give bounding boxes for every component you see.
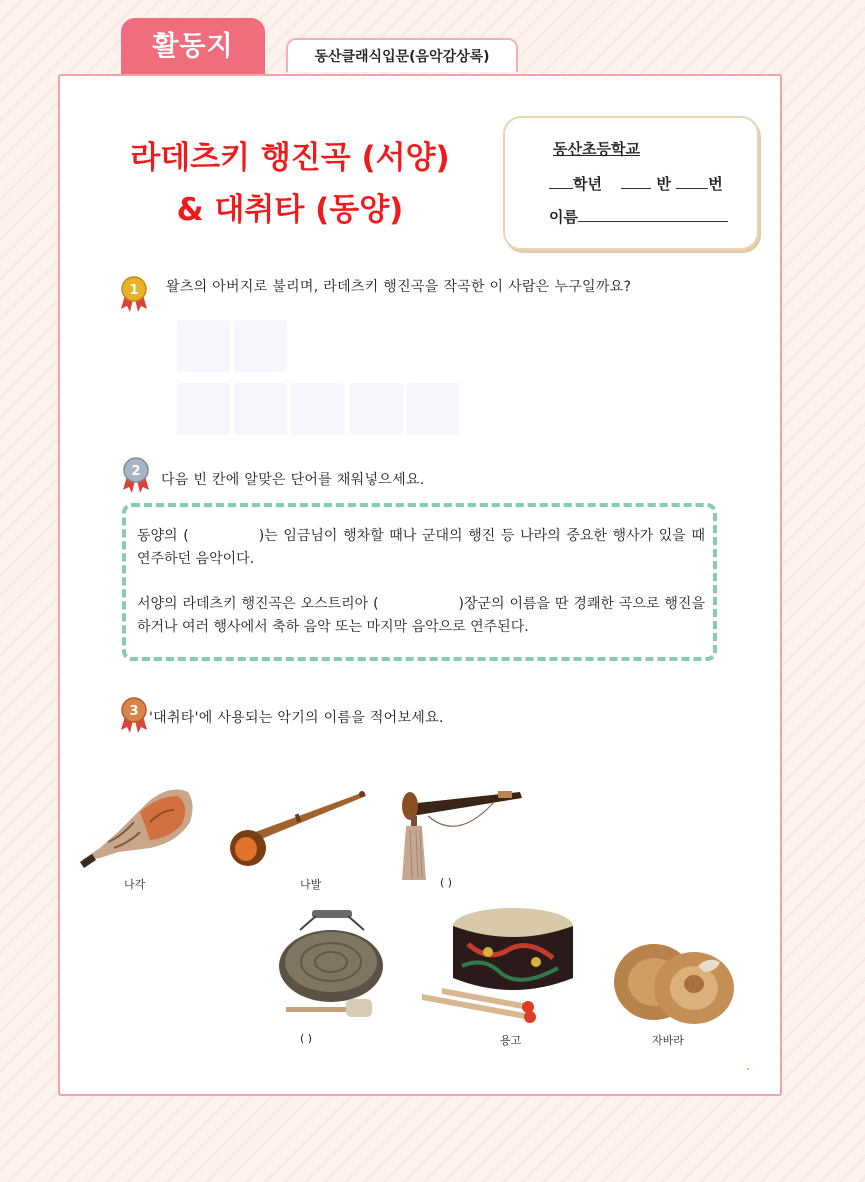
medal-2-number: 2 xyxy=(131,464,141,479)
jing-gong-image xyxy=(276,906,386,1028)
grade-blank[interactable] xyxy=(549,174,573,189)
decorative-dot xyxy=(747,1068,749,1070)
yonggo-drum-image xyxy=(418,904,576,1026)
title-line-1: 라데츠키 행진곡 (서양) xyxy=(130,140,450,176)
medal-2-icon xyxy=(121,456,151,494)
answer-box[interactable] xyxy=(350,383,403,435)
caption-jabara: 자바라 xyxy=(652,1034,684,1047)
number-label: 번 xyxy=(708,175,723,193)
answer-box[interactable] xyxy=(234,320,287,372)
question-1-text: 왈츠의 아버지로 불리며, 라데츠키 행진곡을 작곡한 이 사람은 누구일까요? xyxy=(166,279,632,295)
fill-in-box xyxy=(122,503,717,661)
answer-box[interactable] xyxy=(234,383,287,435)
caption-blank-1: ( ) xyxy=(440,876,453,889)
activity-tab: 활동지 xyxy=(121,18,265,76)
page-title xyxy=(100,132,480,236)
paragraph-east-end: )는 임금님이 행차할 때나 군대의 행진 등 나라의 중요한 행사가 있을 때 연주하던 음악이다. xyxy=(137,528,705,567)
medal-3-number: 3 xyxy=(129,704,139,719)
paragraph-west-start: 서양의 라데츠키 행진곡은 오스트리아 ( xyxy=(137,596,379,612)
medal-1-number: 1 xyxy=(129,283,139,298)
nabal-trumpet-image xyxy=(226,786,370,870)
paragraph-west xyxy=(137,593,705,639)
medal-1-icon xyxy=(119,275,149,313)
conch-shell-image xyxy=(78,782,198,868)
paragraph-east xyxy=(137,525,705,571)
answer-box[interactable] xyxy=(407,383,460,435)
class-blank[interactable] xyxy=(621,174,651,189)
name-line xyxy=(549,206,728,227)
name-blank[interactable] xyxy=(578,207,728,222)
grade-class-line xyxy=(549,173,723,194)
caption-nagak: 나각 xyxy=(124,878,146,891)
course-subtitle: 동산클래식입문(음악감상록) xyxy=(286,38,518,72)
name-label: 이름 xyxy=(549,208,578,226)
answer-box[interactable] xyxy=(177,320,230,372)
answer-box[interactable] xyxy=(291,383,344,435)
student-id-card xyxy=(503,116,759,250)
paragraph-west-end: )장군의 이름을 딴 경쾌한 곡으로 행진을 하거나 여러 행사에서 축하 음악 또는 마지막 음악으로 연주된다. xyxy=(137,596,705,635)
jabara-cymbals-image xyxy=(612,938,736,1026)
school-name: 동산초등학교 xyxy=(553,140,640,158)
question-3-text: '대취타'에 사용되는 악기의 이름을 적어보세요. xyxy=(149,710,444,726)
question-2-text: 다음 빈 칸에 알맞은 단어를 채워넣으세요. xyxy=(161,472,425,488)
caption-blank-2: ( ) xyxy=(300,1032,313,1045)
number-blank[interactable] xyxy=(676,174,708,189)
paragraph-east-start: 동양의 ( xyxy=(137,528,189,544)
class-label: 반 xyxy=(656,175,671,193)
title-line-2: & 대취타 (동양) xyxy=(176,192,404,228)
grade-label: 학년 xyxy=(573,175,602,193)
caption-yonggo: 용고 xyxy=(500,1034,522,1047)
caption-nabal: 나발 xyxy=(300,878,322,891)
taepyeongso-image xyxy=(398,782,528,884)
medal-3-icon xyxy=(119,696,149,734)
answer-box[interactable] xyxy=(177,383,230,435)
